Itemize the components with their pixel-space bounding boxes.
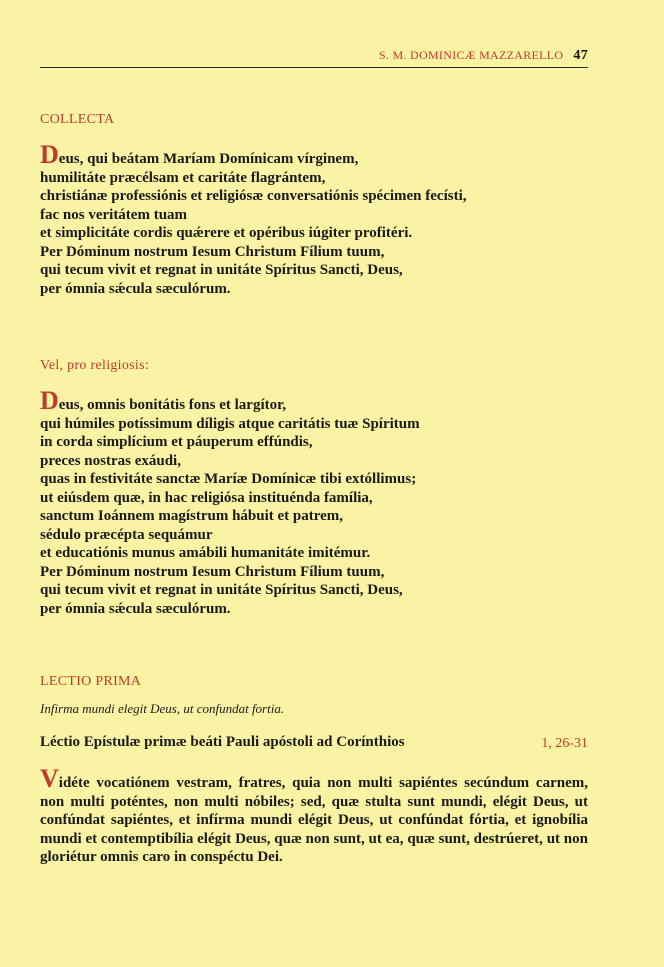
lectio-label: LECTIO PRIMA <box>40 674 142 689</box>
running-title: S. M. DOMINICÆ MAZZARELLO <box>378 48 564 62</box>
prayer-line: Per Dóminum nostrum Iesum Christum Fílium tuum, <box>40 243 385 260</box>
prayer-line: per ómnia sǽcula sæculórum. <box>40 280 231 297</box>
prayer-line: qui tecum vivit et regnat in unitáte Spíritus Sancti, Deus, <box>40 582 403 598</box>
drop-cap: D <box>40 140 59 169</box>
prayer-line: Deus, omnis bonitátis fons et largítor, <box>40 386 287 415</box>
prayer-line: qui tecum vivit et regnat in unitáte Spíritus Sancti, Deus, <box>40 262 403 278</box>
prayer-line: per ómnia sǽcula sæculórum. <box>40 600 231 617</box>
collecta-label: COLLECTA <box>40 112 115 127</box>
prayer-line: qui húmiles potíssimum díligis atque caritátis tuæ Spíritum <box>40 415 420 432</box>
prayer-line: Per Dóminum nostrum Iesum Christum Fílium tuum, <box>40 563 385 580</box>
prayer-line: Deus, qui beátam Maríam Domínicam vírginem, <box>40 140 359 169</box>
drop-cap: V <box>40 764 59 793</box>
prayer-line: sanctum Ioánnem magístrum hábuit et patrem, <box>40 508 344 524</box>
reading-body: idéte vocatiónem vestram, fratres, quia non multi sapiéntes secúndum carnem, non multi poténtes, non multi nóbiles; sed, quæ stulta sunt mundi, elégit Deus, ut confúndat sapiéntes, et infírma mundi elégit Deus, ut confúndat fórtia, et ignobília mundi et contemptibília elégit Deus, quæ non sunt, ut ea, quæ sunt, destrúeret, ut non gloriétur omnis caro in conspéctu Dei. <box>40 775 588 865</box>
prayer-line: humilitáte præcélsam et caritáte flagrántem, <box>40 169 326 186</box>
prayer-line: ut eiúsdem quæ, in hac religiósa instituénda família, <box>40 489 373 506</box>
prayer-line: preces nostras exáudi, <box>40 452 181 469</box>
drop-cap: D <box>40 386 59 415</box>
header-rule <box>40 67 588 68</box>
alternative-label: Vel, pro religiosis: <box>40 358 150 373</box>
lectio-subtitle: Infirma mundi elegit Deus, ut confundat fortia. <box>40 701 285 716</box>
reading-title: Léctio Epístulæ primæ beáti Pauli apóstoli ad Corínthios <box>40 734 405 750</box>
alternative-prayer <box>40 386 600 618</box>
page-number: 47 <box>573 48 588 63</box>
running-header <box>40 48 588 64</box>
prayer-line: fac nos veritátem tuam <box>40 206 188 223</box>
prayer-line: christiánæ professiónis et religiósæ conversatiónis spécimen fecísti, <box>40 188 467 204</box>
prayer-line: sédulo præcépta sequámur <box>40 526 213 543</box>
prayer-line: in corda simplícium et páuperum effúndis, <box>40 434 313 450</box>
prayer-line: et educatiónis munus amábili humanitáte imitémur. <box>40 545 371 561</box>
reading-text <box>40 764 588 867</box>
prayer-line: quas in festivitáte sanctæ Maríæ Domínicæ tibi extóllimus; <box>40 471 417 487</box>
prayer-line: et simplicitáte cordis quǽrere et opéribus iúgiter profitéri. <box>40 225 413 241</box>
reading-reference: 1, 26-31 <box>541 736 588 751</box>
collecta-prayer <box>40 140 600 298</box>
